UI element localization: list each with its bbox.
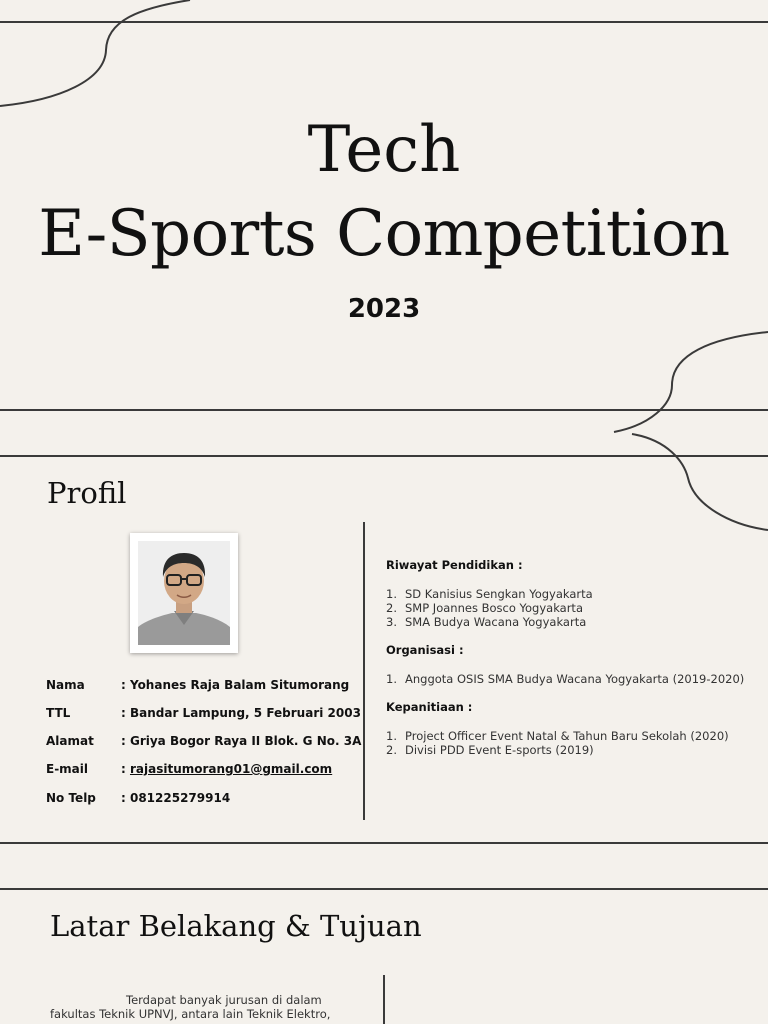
list-item: 2. Divisi PDD Event E-sports (2019) <box>386 743 594 757</box>
background-column-divider <box>383 975 385 1024</box>
education-list <box>386 587 761 629</box>
profile-right-column <box>386 558 761 757</box>
profile-photo <box>130 533 238 653</box>
info-row-address <box>46 733 361 749</box>
divider-profile-bottom <box>0 842 768 844</box>
info-value-birth: : Bandar Lampung, 5 Februari 2003 <box>121 706 361 720</box>
committee-heading: Kepanitiaan : <box>386 700 473 714</box>
info-value-address: : Griya Bogor Raya II Blok. G No. 3A <box>121 734 362 748</box>
info-value-name: : Yohanes Raja Balam Situmorang <box>121 678 350 692</box>
info-label-address: Alamat <box>46 734 94 748</box>
divider-background-top <box>0 888 768 890</box>
committee-list <box>386 729 761 757</box>
list-item: 3. SMA Budya Wacana Yogyakarta <box>386 615 587 629</box>
info-row-birth <box>46 705 361 721</box>
info-value-email-prefix: : <box>121 762 130 776</box>
list-item: 1. Project Officer Event Natal & Tahun Baru Sekolah (2020) <box>386 729 729 743</box>
title-line-2: E-Sports Competition <box>38 197 730 271</box>
background-paragraph <box>50 993 350 1021</box>
organization-list <box>386 672 761 686</box>
education-heading: Riwayat Pendidikan : <box>386 558 523 572</box>
divider-profile-top <box>0 455 768 457</box>
info-row-email <box>46 761 332 777</box>
divider-top <box>0 21 768 23</box>
background-text-line-2: fakultas Teknik UPNVJ, antara lain Teknik Elektro, <box>50 1007 331 1021</box>
year-label: 2023 <box>347 294 421 324</box>
list-item: 1. SD Kanisius Sengkan Yogyakarta <box>386 587 593 601</box>
info-label-name: Nama <box>46 678 85 692</box>
profile-column-divider <box>363 522 365 820</box>
profile-heading: Profil <box>47 476 127 510</box>
info-value-phone: : 081225279914 <box>121 791 231 805</box>
background-heading: Latar Belakang & Tujuan <box>50 909 422 943</box>
organization-heading: Organisasi : <box>386 643 464 657</box>
portrait-photo-icon <box>138 541 230 645</box>
email-link[interactable]: rajasitumorang01@gmail.com <box>129 762 333 776</box>
divider-header-bottom <box>0 409 768 411</box>
list-item: 1. Anggota OSIS SMA Budya Wacana Yogyakarta (2019-2020) <box>386 672 745 686</box>
info-label-birth: TTL <box>46 706 71 720</box>
background-text-line-1: Terdapat banyak jurusan di dalam <box>126 993 322 1007</box>
list-item: 2. SMP Joannes Bosco Yogyakarta <box>386 601 583 615</box>
info-label-phone: No Telp <box>46 791 96 805</box>
title-line-1: Tech <box>307 113 461 187</box>
info-row-phone <box>46 790 230 806</box>
info-label-email: E-mail <box>46 762 89 776</box>
info-row-name <box>46 677 349 693</box>
